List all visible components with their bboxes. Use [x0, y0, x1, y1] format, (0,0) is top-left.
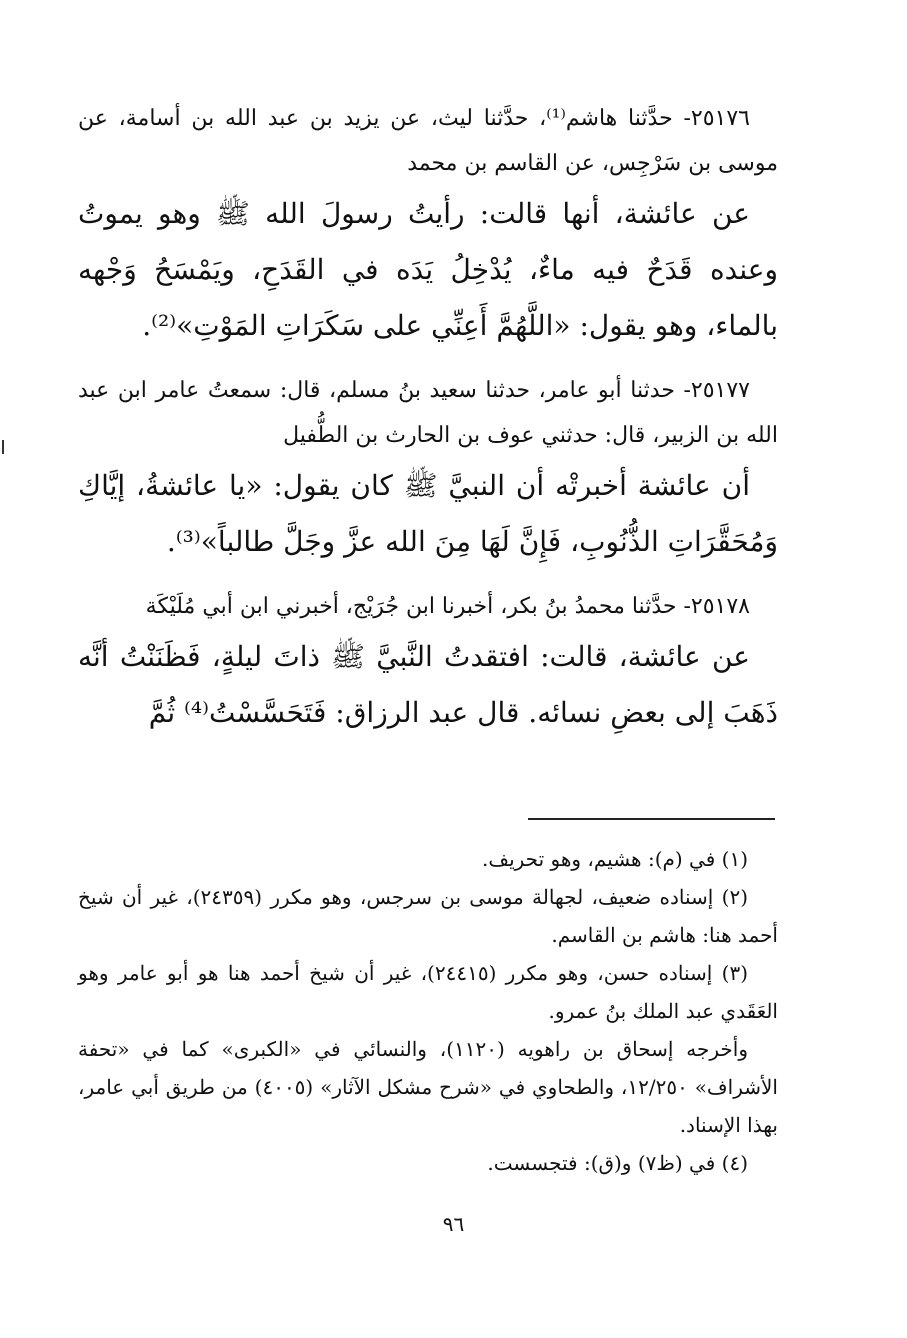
hadith-isnad-25177: ٢٥١٧٧- حدثنا أبو عامر، حدثنا سعيد بنُ مسلم، قال: سمعتُ عامر ابن عبد الله بن الزبير، قال: حدثني عوف بن الحارث بن الطُّفيل	[78, 378, 778, 448]
footnote-3: (٣) إسناده حسن، وهو مكرر (٢٤٤١٥)، غير أن شيخ أحمد هنا هو أبو عامر وهو العَقَدي عبد الملك بنُ عمرو.	[78, 961, 778, 1023]
footnote-4: (٤) في (ظ٧) و(ق): فتجسست.	[487, 1151, 748, 1175]
scan-edge-mark	[2, 440, 4, 454]
hadith-isnad-25178: ٢٥١٧٨- حدَّثنا محمدُ بنُ بكر، أخبرنا ابن جُرَيْج، أخبرني ابن أبي مُلَيْكَة	[145, 594, 750, 619]
main-text	[78, 96, 778, 755]
hadith-matn-25178: عن عائشة، قالت: افتقدتُ النَّبيَّ ﷺ ذاتَ ليلةٍ، فَظَنَنْتُ أنَّه ذَهَبَ إلى بعضِ نسائه. قال عبد الرزاق: فَتَحَسَّسْتُ⁽⁴⁾ ثُمَّ	[78, 640, 778, 729]
page-number: ٩٦	[442, 1212, 465, 1236]
hadith-matn-25176: عن عائشة، أنها قالت: رأيتُ رسولَ الله ﷺ وهو يموتُ وعنده قَدَحٌ فيه ماءٌ، يُدْخِلُ يَدَه في القَدَحِ، ويَمْسَحُ وَجْهه بالماء، وهو يقول: «اللَّهُمَّ أَعِنِّي على سَكَرَاتِ المَوْتِ»⁽²⁾.	[78, 197, 778, 342]
hadith-isnad-25176: ٢٥١٧٦- حدَّثنا هاشم⁽¹⁾، حدَّثنا ليث، عن يزيد بن عبد الله بن أسامة، عن موسى بن سَرْجِس، عن القاسم بن محمد	[78, 106, 778, 176]
footnote-2: (٢) إسناده ضعيف، لجهالة موسى بن سرجس، وهو مكرر (٢٤٣٥٩)، غير أن شيخ أحمد هنا: هاشم بن القاسم.	[78, 885, 778, 947]
hadith-matn-25177: أن عائشة أخبرتْه أن النبيَّ ﷺ كان يقول: «يا عائشةُ، إيَّاكِ وَمُحَقَّرَاتِ الذُّنُوبِ، فَإِنَّ لَهَا مِنَ الله عزَّ وجَلَّ طالباً»⁽³⁾.	[78, 469, 778, 558]
footnote-divider	[528, 818, 775, 820]
footnotes	[78, 840, 778, 1182]
footnote-3-continued: وأخرجه إسحاق بن راهويه (١١٢٠)، والنسائي في «الكبرى» كما في «تحفة الأشراف» ١٢/٢٥٠، والطحاوي في «شرح مشكل الآثار» (٤٠٠٥) من طريق أبي عامر، بهذا الإسناد.	[78, 1037, 778, 1137]
footnote-1: (١) في (م): هشيم، وهو تحريف.	[482, 847, 748, 871]
